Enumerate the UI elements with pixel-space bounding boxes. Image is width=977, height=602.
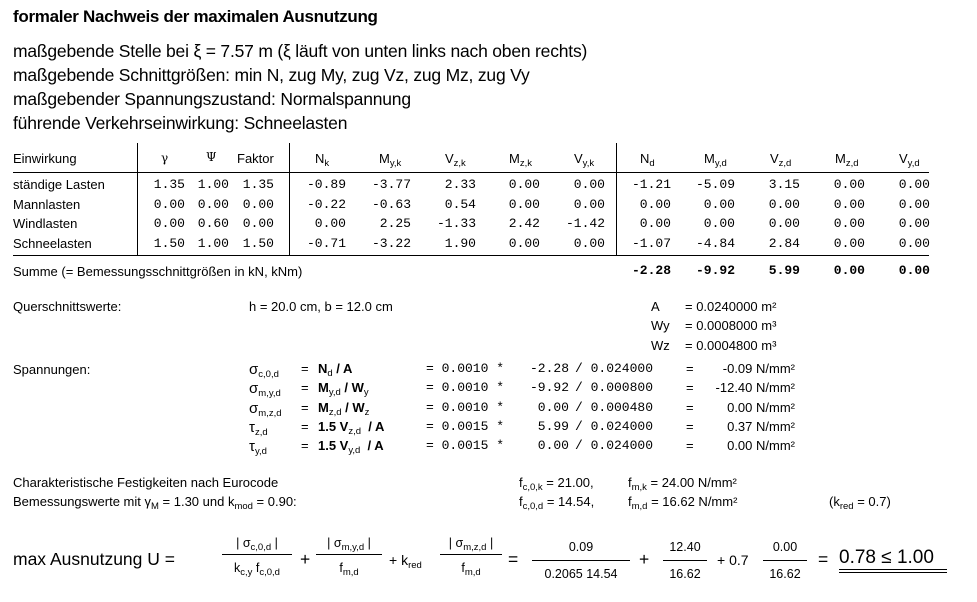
- table-cell: -4.84: [695, 236, 735, 251]
- table-cell: 0.00: [703, 216, 735, 231]
- stress-result-equals: =: [686, 400, 694, 415]
- plus-1: +: [300, 549, 311, 569]
- table-cell: -1.33: [436, 216, 476, 231]
- row-name: Schneelasten: [13, 236, 92, 251]
- table-cell: -3.77: [371, 177, 411, 192]
- table-cell: 1.50: [242, 236, 274, 251]
- table-cell: 0.00: [703, 197, 735, 212]
- stress-result: -0.09 N/mm²: [722, 361, 795, 376]
- table-cell: 1.00: [197, 177, 229, 192]
- equals-2: =: [818, 549, 829, 569]
- stress-result: 0.00 N/mm²: [727, 400, 795, 415]
- table-cell: 0.00: [314, 216, 346, 231]
- fraction-bar: [663, 560, 707, 561]
- header-einwirkung: Einwirkung: [13, 151, 77, 166]
- header-mzd: $M_{z,d}$: [835, 151, 859, 169]
- prop-a-name: A: [651, 299, 660, 314]
- stress-value: 0.00: [537, 438, 569, 453]
- info-line-leading-load: führende Verkehrseinwirkung: Schneelasten: [13, 113, 348, 133]
- table-cell: 2.42: [508, 216, 540, 231]
- table-cell: -0.89: [306, 177, 346, 192]
- table-cell: 0.00: [573, 197, 605, 212]
- stress-factor: = 0.0010 *: [426, 380, 505, 395]
- stress-formula: $M_{y,d} / W_y$: [318, 380, 369, 398]
- stress-divisor: / 0.024000: [575, 361, 654, 376]
- stress-symbol: $\tau_{y,d}$: [249, 438, 267, 457]
- term1-fraction: | $\sigma_{c,0,d}$ | $k_{c,y}$ $f_{c,0,d}$: [222, 536, 292, 575]
- value1-fraction: 0.09 0.2065 14.54: [532, 540, 630, 581]
- equals-1: =: [508, 549, 519, 569]
- table-cell: 0.00: [898, 216, 930, 231]
- sum-cell: -2.28: [631, 263, 671, 278]
- header-vyd: $V_{y,d}$: [899, 151, 920, 169]
- result-underline-2: [839, 572, 947, 573]
- stress-divisor: / 0.000800: [575, 380, 654, 395]
- row-name: ständige Lasten: [13, 177, 105, 192]
- table-cell: 2.33: [444, 177, 476, 192]
- table-cell: 2.25: [379, 216, 411, 231]
- table-cell: 1.35: [153, 177, 185, 192]
- header-myk: $M_{y,k}$: [379, 151, 402, 169]
- stress-factor: = 0.0015 *: [426, 438, 505, 453]
- table-cell: 1.35: [242, 177, 274, 192]
- header-nd: $N_d$: [640, 151, 655, 169]
- stress-result-equals: =: [686, 380, 694, 395]
- fmk-value: $f_{m,k} = 24.00$ N/mm²: [628, 475, 737, 493]
- plus-kred-value: + 0.7: [717, 552, 749, 568]
- sum-cell: 0.00: [898, 263, 930, 278]
- header-myd: $M_{y,d}$: [704, 151, 727, 169]
- prop-wz-name: Wz: [651, 338, 670, 353]
- header-gamma: γ: [161, 151, 169, 165]
- prop-wz-value: = 0.0004800 m³: [685, 338, 777, 353]
- sum-cell: 0.00: [833, 263, 865, 278]
- plus-3: +: [639, 549, 650, 569]
- stress-equals: =: [301, 438, 309, 453]
- table-cell: -1.21: [631, 177, 671, 192]
- table-cell: 0.00: [197, 197, 229, 212]
- table-cell: -3.22: [371, 236, 411, 251]
- table-cell: 0.00: [508, 197, 540, 212]
- table-cell: 0.54: [444, 197, 476, 212]
- header-vyk: $V_{y,k}$: [574, 151, 595, 169]
- stresses-label: Spannungen:: [13, 362, 91, 377]
- stress-result-equals: =: [686, 419, 694, 434]
- header-vzd: $V_{z,d}$: [770, 151, 792, 169]
- section-dimensions: h = 20.0 cm, b = 12.0 cm: [249, 299, 393, 314]
- utilization-label: max Ausnutzung U =: [13, 549, 175, 569]
- fraction-bar: [440, 554, 502, 555]
- header-faktor: Faktor: [237, 151, 274, 166]
- sum-cell: -9.92: [695, 263, 735, 278]
- table-cell: 0.00: [573, 177, 605, 192]
- stress-factor: = 0.0010 *: [426, 361, 505, 376]
- stress-value: 0.00: [537, 400, 569, 415]
- header-vzk: $V_{z,k}$: [445, 151, 466, 169]
- table-cell: 1.50: [153, 236, 185, 251]
- table-cell: -0.22: [306, 197, 346, 212]
- prop-wy-value: = 0.0008000 m³: [685, 318, 777, 333]
- fraction-bar: [532, 560, 630, 561]
- fc0k-value: $f_{c,0,k} = 21.00$,: [519, 475, 594, 493]
- stress-formula: $N_d$ / A: [318, 361, 353, 379]
- stress-result: 0.00 N/mm²: [727, 438, 795, 453]
- stress-result-equals: =: [686, 361, 694, 376]
- stress-result: -12.40 N/mm²: [715, 380, 795, 395]
- info-line-location: maßgebende Stelle bei ξ = 7.57 m (ξ läuft von unten links nach oben rechts): [13, 41, 588, 61]
- stress-equals: =: [301, 361, 309, 376]
- table-cell: 0.00: [833, 197, 865, 212]
- table-cell: 3.15: [768, 177, 800, 192]
- stress-factor: = 0.0010 *: [426, 400, 505, 415]
- char-strength-label: Charakteristische Festigkeiten nach Eurocode: [13, 475, 279, 490]
- stress-symbol: $\sigma_{m,y,d}$: [249, 380, 281, 399]
- table-cell: -5.09: [695, 177, 735, 192]
- table-cell: 0.60: [197, 216, 229, 231]
- header-mzk: $M_{z,k}$: [509, 151, 532, 169]
- sum-cell: 5.99: [768, 263, 800, 278]
- term2-fraction: | $\sigma_{m,y,d}$ | $f_{m,d}$: [316, 536, 382, 575]
- table-cell: 0.00: [242, 197, 274, 212]
- table-cell: 0.00: [153, 197, 185, 212]
- table-cell: 2.84: [768, 236, 800, 251]
- stress-equals: =: [301, 419, 309, 434]
- table-divider-1: [137, 143, 138, 255]
- stress-symbol: $\tau_{z,d}$: [249, 419, 268, 438]
- row-name: Mannlasten: [13, 197, 81, 212]
- table-cell: 0.00: [833, 177, 865, 192]
- section-label: Querschnittswerte:: [13, 299, 122, 314]
- stress-factor: = 0.0015 *: [426, 419, 505, 434]
- table-cell: -0.63: [371, 197, 411, 212]
- header-psi: Ψ: [206, 150, 217, 164]
- table-cell: 0.00: [573, 236, 605, 251]
- table-cell: -1.07: [631, 236, 671, 251]
- stress-equals: =: [301, 380, 309, 395]
- result-underline-1: [839, 569, 947, 570]
- table-cell: 0.00: [639, 197, 671, 212]
- stress-result: 0.37 N/mm²: [727, 419, 795, 434]
- stress-formula: 1.5 $V_{y,d}$ / A: [318, 438, 384, 456]
- page-title: formaler Nachweis der maximalen Ausnutzung: [13, 7, 378, 26]
- table-divider-3: [616, 143, 617, 255]
- fc0d-value: $f_{c,0,d} = 14.54$,: [519, 494, 595, 512]
- table-cell: 0.00: [639, 216, 671, 231]
- table-cell: 1.90: [444, 236, 476, 251]
- table-cell: 0.00: [833, 216, 865, 231]
- plus-kred: + $k_{red}$: [389, 552, 422, 571]
- fmd-value: $f_{m,d} = 16.62$ N/mm²: [628, 494, 738, 512]
- table-cell: 0.00: [768, 197, 800, 212]
- stress-result-equals: =: [686, 438, 694, 453]
- table-header-rule: [13, 172, 929, 173]
- fraction-bar: [763, 560, 807, 561]
- table-cell: 0.00: [508, 177, 540, 192]
- table-cell: -1.42: [565, 216, 605, 231]
- prop-wy-name: Wy: [651, 318, 670, 333]
- fraction-bar: [222, 554, 292, 555]
- table-sum-rule: [13, 255, 929, 256]
- stress-equals: =: [301, 400, 309, 415]
- stress-formula: $M_{z,d} / W_z$: [318, 400, 370, 418]
- info-line-forces: maßgebende Schnittgrößen: min N, zug My, zug Vz, zug Mz, zug Vy: [13, 65, 530, 85]
- stress-symbol: $\sigma_{m,z,d}$: [249, 400, 282, 419]
- table-cell: -0.71: [306, 236, 346, 251]
- prop-a-value: = 0.0240000 m²: [685, 299, 777, 314]
- sum-label: Summe (= Bemessungsschnittgrößen in kN, kNm): [13, 264, 303, 279]
- utilization-result: 0.78 ≤ 1.00: [839, 547, 934, 568]
- stress-value: 5.99: [537, 419, 569, 434]
- table-cell: 0.00: [898, 197, 930, 212]
- table-cell: 0.00: [508, 236, 540, 251]
- stress-divisor: / 0.000480: [575, 400, 654, 415]
- stress-divisor: / 0.024000: [575, 419, 654, 434]
- table-cell: 0.00: [898, 236, 930, 251]
- info-line-stress-state: maßgebender Spannungszustand: Normalspannung: [13, 89, 411, 109]
- header-nk: $N_k$: [315, 151, 330, 169]
- design-values-label: Bemessungswerte mit $\gamma_M = 1.30$ und $k_{mod} = 0.90$:: [13, 494, 297, 512]
- stress-symbol: $\sigma_{c,0,d}$: [249, 361, 279, 380]
- table-cell: 1.00: [197, 236, 229, 251]
- stress-formula: 1.5 $V_{z,d}$ / A: [318, 419, 385, 437]
- kred-value: $(k_{red} = 0.7)$: [829, 494, 891, 512]
- table-cell: 0.00: [153, 216, 185, 231]
- value3-fraction: 0.00 16.62: [763, 540, 807, 581]
- table-cell: 0.00: [833, 236, 865, 251]
- fraction-bar: [316, 554, 382, 555]
- table-cell: 0.00: [768, 216, 800, 231]
- stress-value: -2.28: [529, 361, 569, 376]
- stress-value: -9.92: [529, 380, 569, 395]
- stress-divisor: / 0.024000: [575, 438, 654, 453]
- table-divider-2: [289, 143, 290, 255]
- table-cell: 0.00: [898, 177, 930, 192]
- value2-fraction: 12.40 16.62: [663, 540, 707, 581]
- term3-fraction: | $\sigma_{m,z,d}$ | $f_{m,d}$: [440, 536, 502, 575]
- table-cell: 0.00: [242, 216, 274, 231]
- row-name: Windlasten: [13, 216, 78, 231]
